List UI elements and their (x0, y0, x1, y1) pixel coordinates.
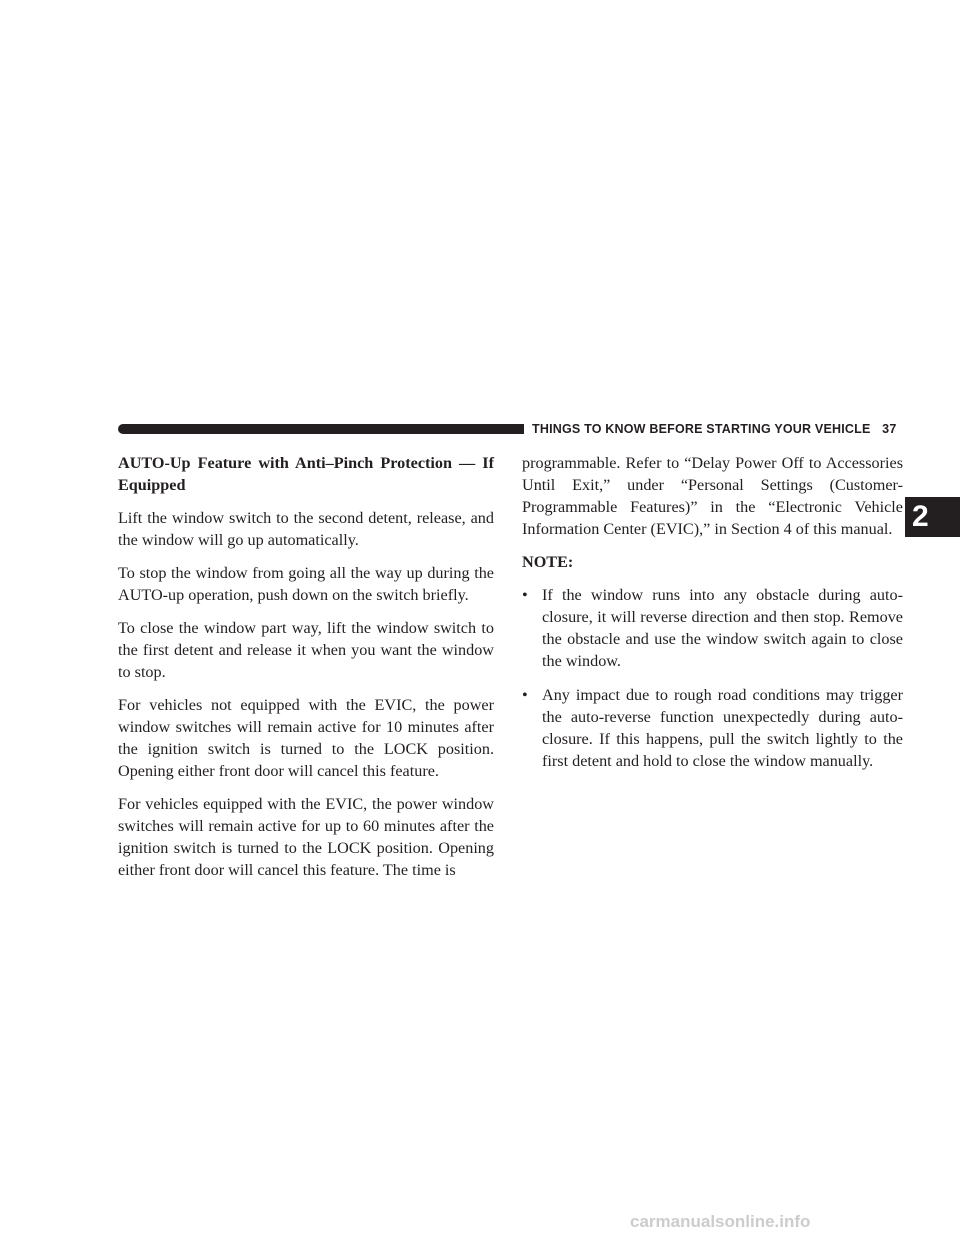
paragraph-3: To close the window part way, lift the window switch to the first detent and release it when you want the window to stop. (118, 619, 494, 681)
list-item (522, 684, 903, 772)
left-column (118, 452, 494, 892)
right-column (522, 452, 903, 784)
bullet-icon: • (522, 586, 528, 604)
paragraph-continued: programmable. Refer to “Delay Power Off to Accessories Until Exit,” under “Personal Settings (Customer-Programmable Features)” in the “Electronic Vehicle Information Center (EVIC),” in Section 4 of this manual. (522, 454, 903, 538)
watermark-logo: carmanualsonline.info (630, 1212, 811, 1231)
list-item-text: If the window runs into any obstacle during auto-closure, it will reverse direction and then stop. Remove the obstacle and use the window switch again to close the window. (542, 586, 903, 670)
paragraph-4: For vehicles not equipped with the EVIC, the power window switches will remain active for 10 minutes after the ignition switch is turned to the LOCK position. Opening either front door will cancel this feature. (118, 696, 494, 780)
paragraph-5: For vehicles equipped with the EVIC, the power window switches will remain active for up to 60 minutes after the ignition switch is turned to the LOCK position. Opening either front door will cancel this feature. The time is (118, 795, 494, 879)
running-header (532, 422, 896, 436)
bullet-icon: • (522, 686, 528, 704)
paragraph-2: To stop the window from going all the way up during the AUTO-up operation, push down on the switch briefly. (118, 564, 494, 604)
paragraph-1: Lift the window switch to the second detent, release, and the window will go up automatically. (118, 509, 494, 549)
chapter-tab: 2 (905, 497, 960, 537)
page-number: 37 (882, 422, 897, 436)
header-rule-bar (118, 424, 524, 434)
list-item-text: Any impact due to rough road conditions may trigger the auto-reverse function unexpectedly during auto-closure. If this happens, pull the switch lightly to the first detent and hold to close the window manually. (542, 686, 903, 770)
list-item (522, 584, 903, 672)
note-label: NOTE: (522, 553, 574, 571)
section-heading: AUTO-Up Feature with Anti–Pinch Protection — If Equipped (118, 454, 494, 494)
section-title: THINGS TO KNOW BEFORE STARTING YOUR VEHICLE (532, 422, 871, 436)
note-list (522, 584, 903, 772)
